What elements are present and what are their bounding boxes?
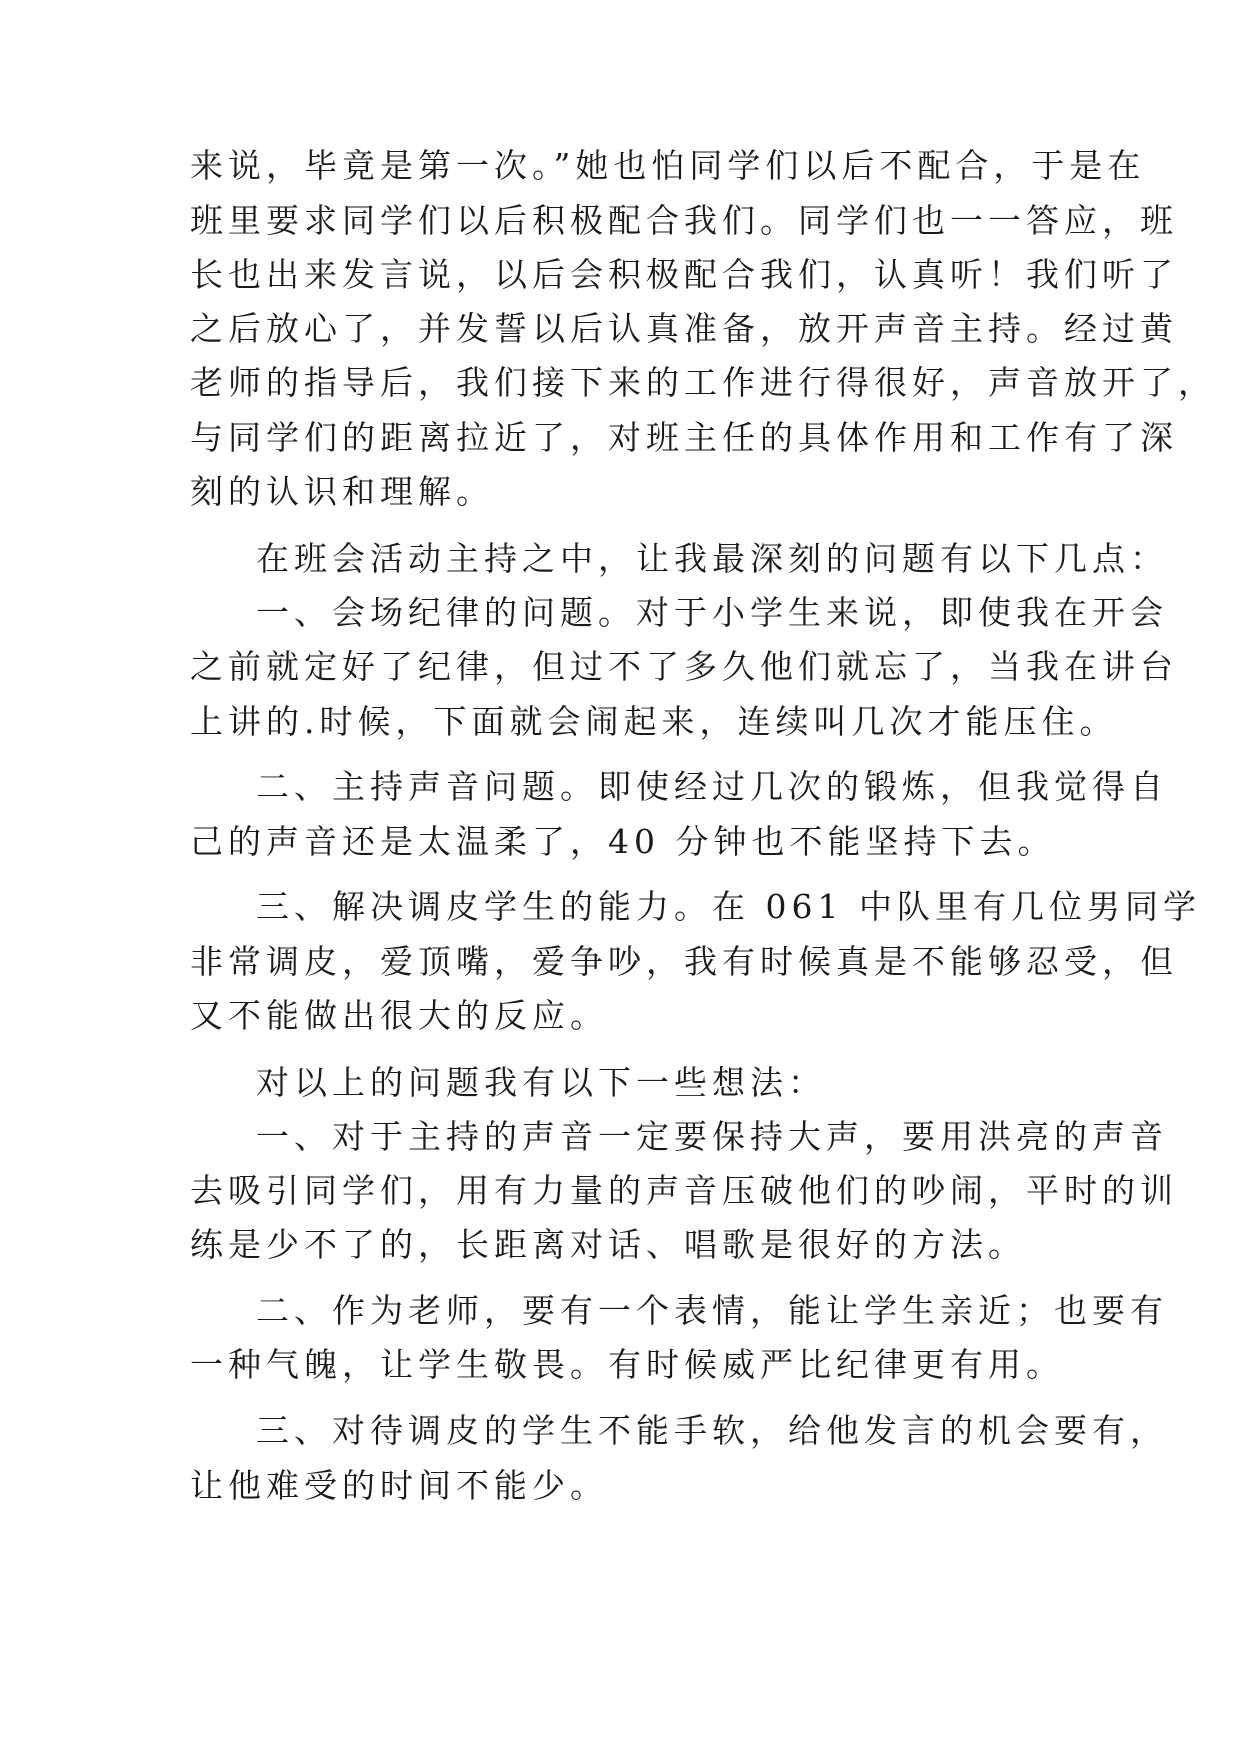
idea-two-line: 二、作为老师，要有一个表情，能让学生亲近；也要有 [256,1291,1168,1330]
paragraph-intro-line: 在班会活动主持之中，让我最深刻的问题有以下几点： [256,539,1168,578]
text-line: 之后放心了，并发誓以后认真准备，放开声音主持。经过黄 [190,309,1178,348]
text-line: 老师的指导后，我们接下来的工作进行得很好，声音放开了， [190,363,1216,402]
text-line: 刻的认识和理解。 [190,472,494,511]
idea-one-line: 一、对于主持的声音一定要保持大声，要用洪亮的声音 [256,1117,1168,1156]
text-line: 上讲的.时候，下面就会闹起来，连续叫几次才能压住。 [190,702,1118,741]
point-one-line: 一、会场纪律的问题。对于小学生来说，即使我在开会 [256,593,1168,632]
text-line: 长也出来发言说，以后会积极配合我们，认真听！我们听了 [190,255,1178,294]
point-two-line: 二、主持声音问题。即使经过几次的锻炼，但我觉得自 [256,767,1168,806]
point-three-line: 三、解决调皮学生的能力。在 061 中队里有几位男同学 [256,887,1201,926]
text-line: 练是少不了的，长距离对话、唱歌是很好的方法。 [190,1225,1026,1264]
text-line: 与同学们的距离拉近了，对班主任的具体作用和工作有了深 [190,418,1178,457]
text-line: 让他难受的时间不能少。 [190,1466,608,1505]
text-line: 非常调皮，爱顶嘴，爱争吵，我有时候真是不能够忍受，但 [190,942,1178,981]
text-line: 来说，毕竟是第一次。”她也怕同学们以后不配合，于是在 [190,146,1146,185]
text-line: 之前就定好了纪律，但过不了多久他们就忘了，当我在讲台 [190,647,1178,686]
text-line: 又不能做出很大的反应。 [190,996,608,1035]
text-line: 己的声音还是太温柔了，40 分钟也不能坚持下去。 [190,822,1056,861]
text-line: 一种气魄，让学生敬畏。有时候威严比纪律更有用。 [190,1345,1064,1384]
paragraph-ideas-intro-line: 对以上的问题我有以下一些想法： [256,1063,826,1102]
text-line: 班里要求同学们以后积极配合我们。同学们也一一答应，班 [190,201,1178,240]
text-line: 去吸引同学们，用有力量的声音压破他们的吵闹，平时的训 [190,1171,1178,1210]
idea-three-line: 三、对待调皮的学生不能手软，给他发言的机会要有， [256,1411,1168,1450]
